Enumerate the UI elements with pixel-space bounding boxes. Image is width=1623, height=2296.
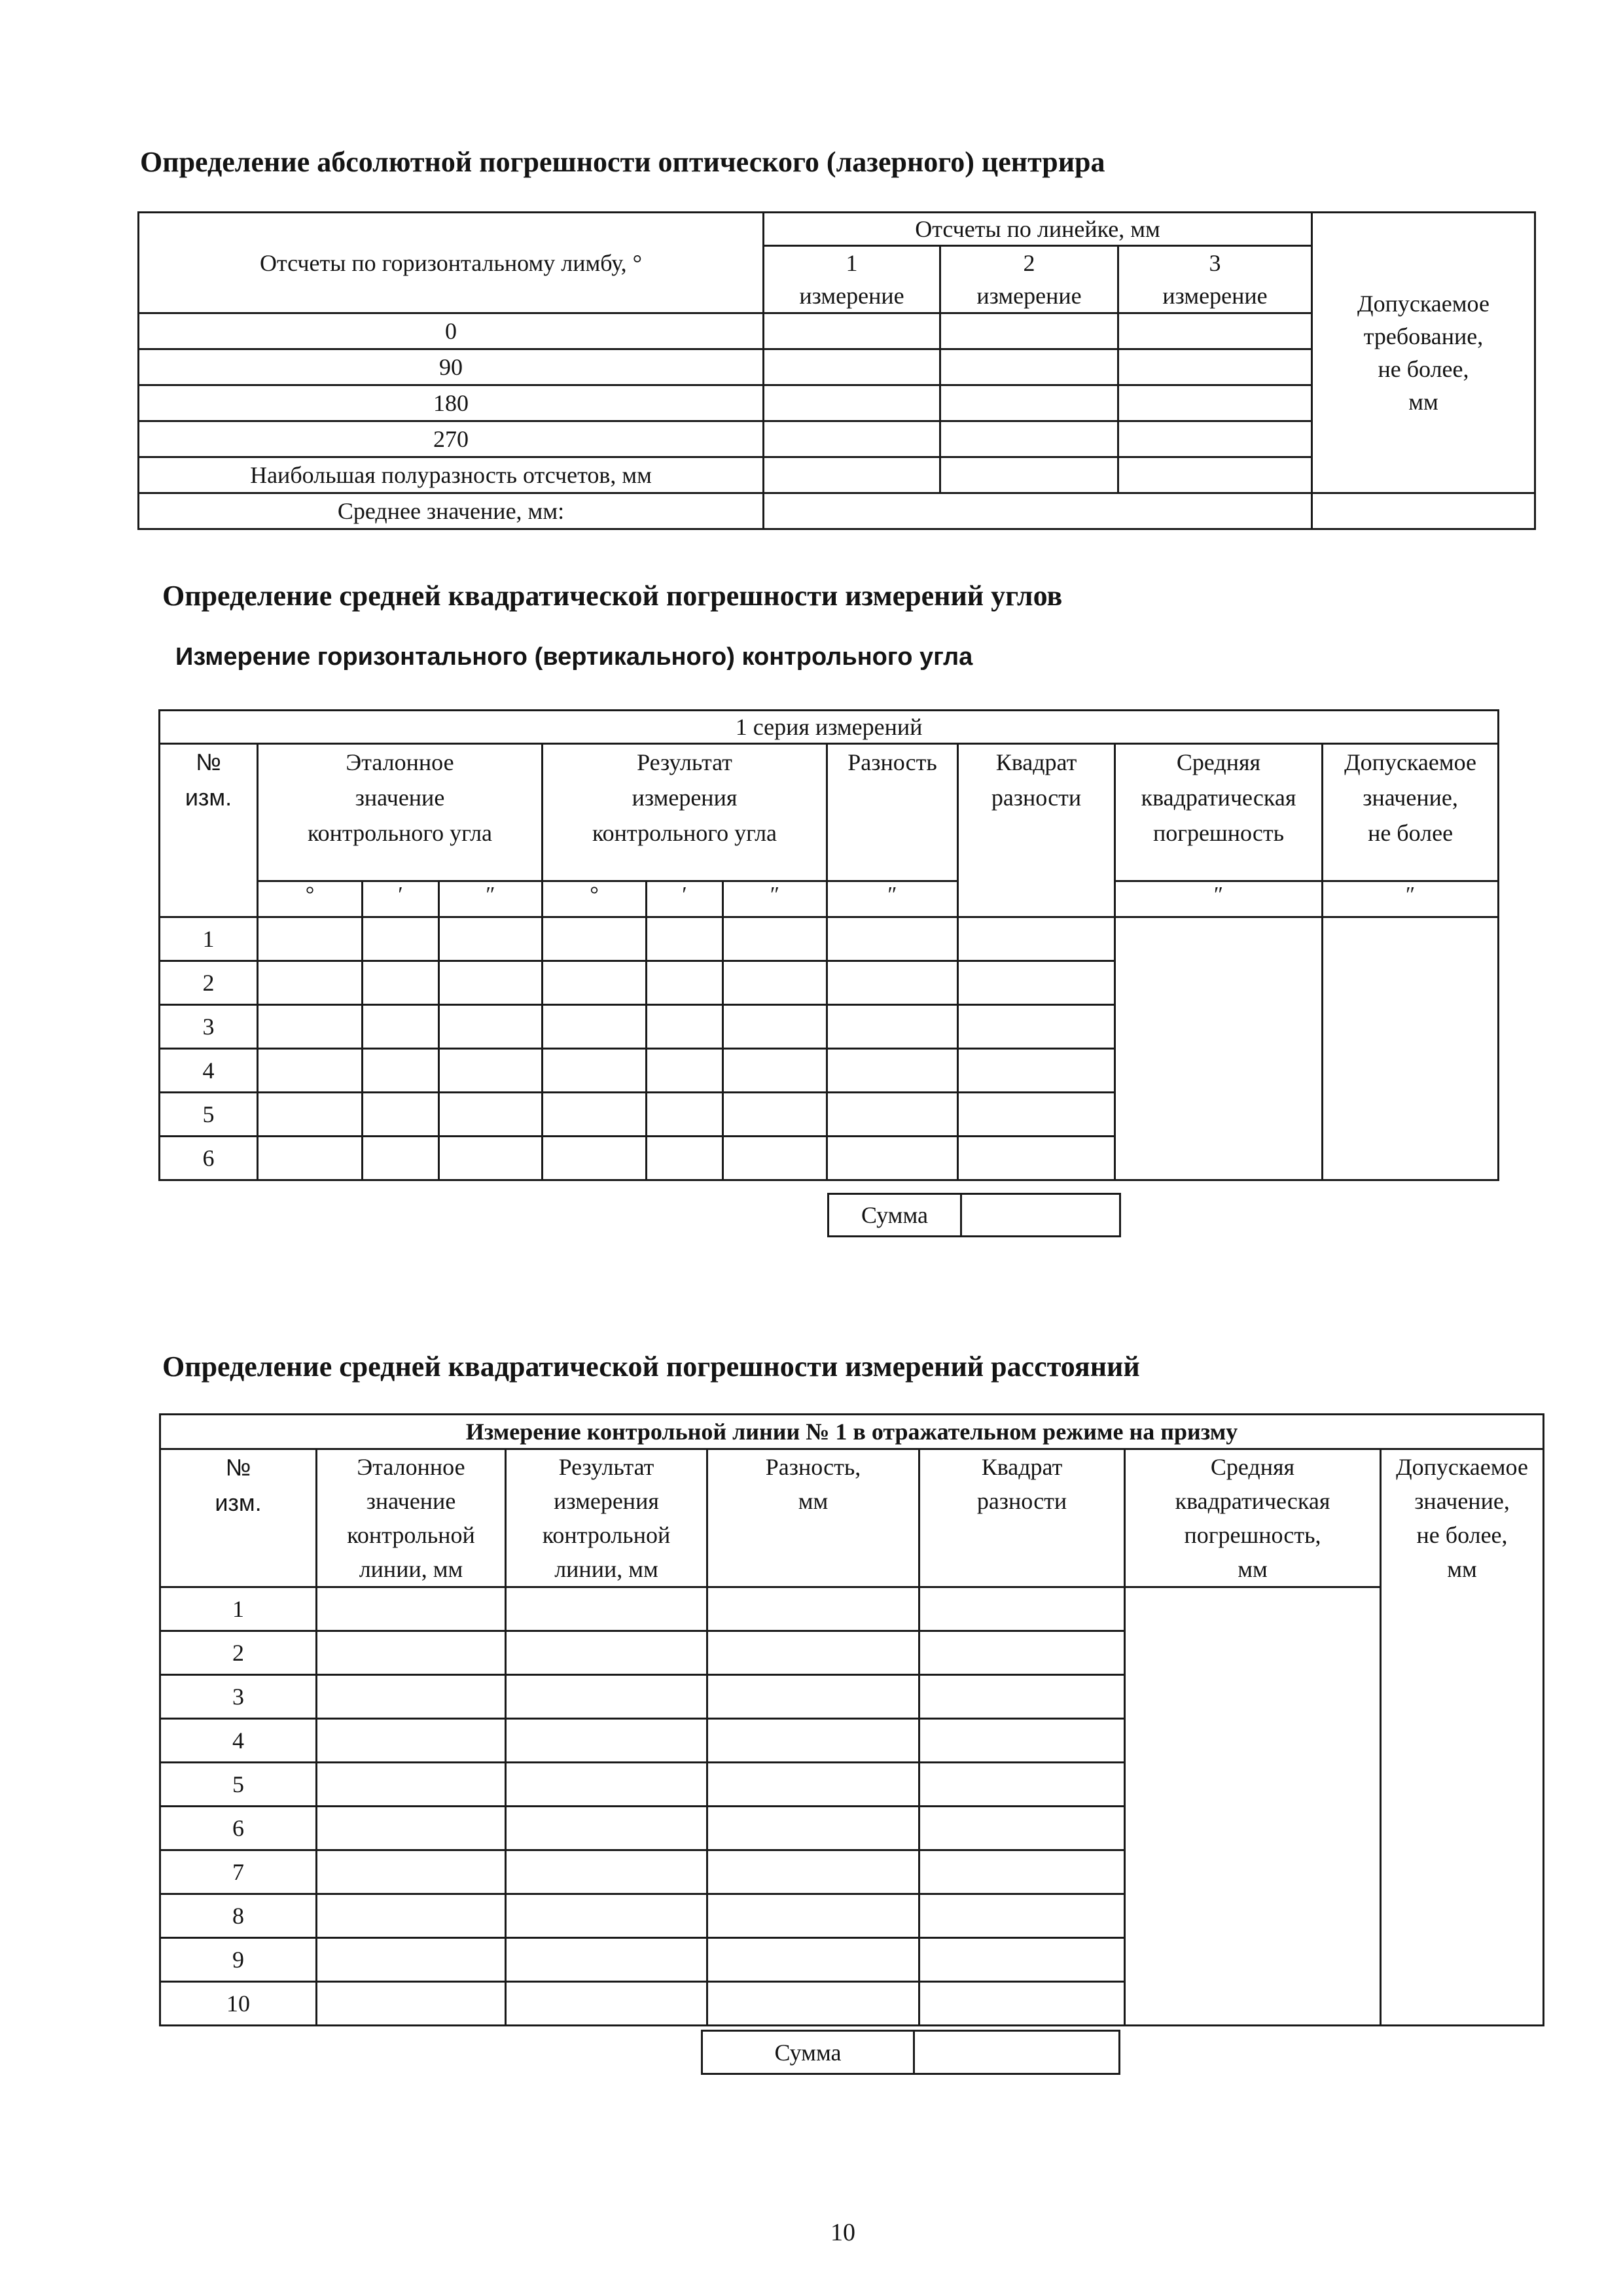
cell[interactable] — [506, 1894, 707, 1938]
cell[interactable] — [1118, 385, 1312, 421]
series-header: 1 серия измерений — [160, 711, 1499, 744]
centering-error-table — [137, 211, 1536, 530]
cell[interactable] — [919, 1982, 1125, 2026]
cell[interactable] — [506, 1719, 707, 1763]
cell[interactable] — [317, 1807, 506, 1850]
cell[interactable] — [919, 1938, 1125, 1982]
row-number: 6 — [160, 1137, 258, 1180]
header-ruler: Отсчеты по линейке, мм — [764, 213, 1312, 246]
cell[interactable] — [723, 1005, 827, 1049]
allowed-value-cell[interactable] — [1323, 917, 1499, 1180]
cell[interactable] — [543, 917, 647, 961]
rms-value-cell[interactable] — [1115, 917, 1323, 1180]
cell[interactable] — [723, 1093, 827, 1137]
cell[interactable] — [707, 1587, 919, 1631]
cell[interactable] — [647, 961, 723, 1005]
limb-row-90: 90 — [139, 349, 764, 385]
cell[interactable] — [317, 1587, 506, 1631]
col-diff-header: Разность, мм — [707, 1449, 919, 1587]
cell[interactable] — [439, 961, 543, 1005]
cell[interactable] — [707, 1850, 919, 1894]
cell[interactable] — [363, 1137, 439, 1180]
cell[interactable] — [958, 1093, 1115, 1137]
cell[interactable] — [647, 1049, 723, 1093]
cell[interactable] — [707, 1763, 919, 1807]
unit-sec: ″ — [1323, 881, 1499, 917]
cell[interactable] — [764, 349, 940, 385]
cell[interactable] — [958, 961, 1115, 1005]
section1-title: Определение абсолютной погрешности оптического (лазерного) центрира — [140, 146, 1105, 178]
cell[interactable] — [317, 1763, 506, 1807]
cell[interactable] — [439, 1137, 543, 1180]
cell[interactable] — [940, 349, 1118, 385]
cell[interactable] — [317, 1719, 506, 1763]
row-number: 9 — [160, 1938, 317, 1982]
page-number: 10 — [830, 2219, 855, 2246]
cell[interactable] — [707, 1982, 919, 2026]
cell[interactable] — [506, 1982, 707, 2026]
cell[interactable] — [439, 1005, 543, 1049]
row-number: 8 — [160, 1894, 317, 1938]
cell[interactable] — [919, 1894, 1125, 1938]
cell[interactable] — [317, 1938, 506, 1982]
col-rms-header: Средняя квадратическая погрешность — [1115, 744, 1323, 881]
cell[interactable] — [919, 1719, 1125, 1763]
cell[interactable] — [919, 1631, 1125, 1675]
sum-cell[interactable] — [961, 1194, 1120, 1237]
cell[interactable] — [707, 1719, 919, 1763]
col-diff-header: Разность — [827, 744, 958, 881]
unit-sec: ″ — [827, 881, 958, 917]
unit-deg: ° — [258, 881, 363, 917]
header-allowed: Допускаемое требование, не более, мм — [1312, 213, 1535, 493]
cell[interactable] — [723, 961, 827, 1005]
sum-label: Сумма — [829, 1194, 961, 1237]
cell[interactable] — [919, 1850, 1125, 1894]
max-half-diff-label: Наибольшая полуразность отсчетов, мм — [139, 457, 764, 493]
row-number: 6 — [160, 1807, 317, 1850]
col-allowed-header: Допускаемое значение, не более — [1323, 744, 1499, 881]
cell[interactable] — [506, 1850, 707, 1894]
cell[interactable] — [647, 1137, 723, 1180]
cell[interactable] — [363, 1093, 439, 1137]
cell[interactable] — [258, 1049, 363, 1093]
cell[interactable] — [958, 917, 1115, 961]
cell[interactable] — [543, 1049, 647, 1093]
col-num-header: № изм. — [160, 744, 258, 917]
unit-sec: ″ — [723, 881, 827, 917]
cell[interactable] — [919, 1587, 1125, 1631]
cell[interactable] — [363, 961, 439, 1005]
cell[interactable] — [363, 1049, 439, 1093]
cell[interactable] — [764, 457, 940, 493]
cell[interactable] — [958, 1005, 1115, 1049]
cell[interactable] — [317, 1631, 506, 1675]
cell[interactable] — [827, 1093, 958, 1137]
col-ref-header: Эталонное значение контрольного угла — [258, 744, 543, 881]
row-number: 1 — [160, 917, 258, 961]
row-number: 5 — [160, 1093, 258, 1137]
mean-value-label: Среднее значение, мм: — [139, 493, 764, 529]
cell[interactable] — [543, 1137, 647, 1180]
cell[interactable] — [506, 1763, 707, 1807]
cell[interactable] — [439, 1049, 543, 1093]
limb-row-180: 180 — [139, 385, 764, 421]
col-num-header: № изм. — [160, 1449, 317, 1587]
section2-subtitle: Измерение горизонтального (вертикального) контрольного угла — [175, 643, 973, 671]
cell[interactable] — [647, 1005, 723, 1049]
measure-col-2: 2 измерение — [940, 246, 1118, 313]
angle-sum-row — [827, 1193, 1121, 1237]
cell[interactable] — [506, 1807, 707, 1850]
row-number: 3 — [160, 1675, 317, 1719]
unit-sec: ″ — [439, 881, 543, 917]
cell[interactable] — [827, 961, 958, 1005]
row-number: 7 — [160, 1850, 317, 1894]
cell[interactable] — [506, 1631, 707, 1675]
angle-error-table — [158, 709, 1499, 1181]
cell[interactable] — [827, 1137, 958, 1180]
sum-label: Сумма — [702, 2031, 914, 2074]
cell[interactable] — [258, 961, 363, 1005]
cell[interactable] — [506, 1587, 707, 1631]
cell[interactable] — [707, 1894, 919, 1938]
cell[interactable] — [958, 1137, 1115, 1180]
row-number: 5 — [160, 1763, 317, 1807]
cell[interactable] — [439, 1093, 543, 1137]
cell[interactable] — [919, 1763, 1125, 1807]
cell[interactable] — [647, 1093, 723, 1137]
distance-error-table — [159, 1413, 1544, 2026]
cell[interactable] — [764, 421, 940, 457]
row-number: 3 — [160, 1005, 258, 1049]
row-number: 1 — [160, 1587, 317, 1631]
cell[interactable] — [543, 961, 647, 1005]
row-number: 10 — [160, 1982, 317, 2026]
cell[interactable] — [647, 917, 723, 961]
cell[interactable] — [723, 1137, 827, 1180]
section2-title: Определение средней квадратической погрешности измерений углов — [162, 580, 1063, 612]
unit-sec: ″ — [1115, 881, 1323, 917]
cell[interactable] — [958, 1049, 1115, 1093]
row-number: 4 — [160, 1719, 317, 1763]
row-number: 2 — [160, 961, 258, 1005]
col-result-header: Результат измерения контрольного угла — [543, 744, 827, 881]
cell[interactable] — [919, 1807, 1125, 1850]
distance-table-title: Измерение контрольной линии № 1 в отражательном режиме на призму — [160, 1415, 1544, 1449]
cell[interactable] — [317, 1675, 506, 1719]
cell[interactable] — [827, 1049, 958, 1093]
cell[interactable] — [439, 917, 543, 961]
col-result-header: Результат измерения контрольной линии, мм — [506, 1449, 707, 1587]
col-square-header: Квадрат разности — [919, 1449, 1125, 1587]
cell[interactable] — [723, 1049, 827, 1093]
cell[interactable] — [940, 313, 1118, 349]
cell[interactable] — [827, 1005, 958, 1049]
cell[interactable] — [1118, 349, 1312, 385]
row-number: 2 — [160, 1631, 317, 1675]
cell[interactable] — [506, 1938, 707, 1982]
unit-min: ′ — [647, 881, 723, 917]
col-allowed-header: Допускаемое значение, не более, мм — [1381, 1449, 1544, 2026]
limb-row-270: 270 — [139, 421, 764, 457]
mean-value-cell[interactable] — [764, 493, 1312, 529]
measure-col-1: 1 измерение — [764, 246, 940, 313]
cell[interactable] — [258, 1005, 363, 1049]
cell[interactable] — [258, 1137, 363, 1180]
cell[interactable] — [258, 917, 363, 961]
cell[interactable] — [919, 1675, 1125, 1719]
cell[interactable] — [707, 1631, 919, 1675]
cell[interactable] — [363, 917, 439, 961]
cell[interactable] — [317, 1982, 506, 2026]
unit-min: ′ — [363, 881, 439, 917]
cell[interactable] — [1118, 457, 1312, 493]
header-limb: Отсчеты по горизонтальному лимбу, ° — [139, 213, 764, 313]
distance-sum-row — [701, 2030, 1120, 2075]
measure-col-3: 3 измерение — [1118, 246, 1312, 313]
cell[interactable] — [940, 457, 1118, 493]
limb-row-0: 0 — [139, 313, 764, 349]
section3-title: Определение средней квадратической погрешности измерений расстояний — [162, 1351, 1140, 1383]
cell[interactable] — [764, 313, 940, 349]
row-number: 4 — [160, 1049, 258, 1093]
cell[interactable] — [1118, 313, 1312, 349]
cell[interactable] — [1312, 493, 1535, 529]
col-rms-header: Средняя квадратическая погрешность, мм — [1125, 1449, 1381, 1587]
cell[interactable] — [940, 421, 1118, 457]
cell[interactable] — [258, 1093, 363, 1137]
cell[interactable] — [707, 1807, 919, 1850]
unit-deg: ° — [543, 881, 647, 917]
cell[interactable] — [363, 1005, 439, 1049]
sum-cell[interactable] — [914, 2031, 1120, 2074]
cell[interactable] — [827, 917, 958, 961]
col-square-header: Квадрат разности — [958, 744, 1115, 917]
rms-value-cell[interactable] — [1125, 1587, 1381, 2026]
cell[interactable] — [317, 1894, 506, 1938]
cell[interactable] — [317, 1850, 506, 1894]
cell[interactable] — [707, 1938, 919, 1982]
cell[interactable] — [940, 385, 1118, 421]
col-ref-header: Эталонное значение контрольной линии, мм — [317, 1449, 506, 1587]
cell[interactable] — [764, 385, 940, 421]
cell[interactable] — [543, 1005, 647, 1049]
cell[interactable] — [707, 1675, 919, 1719]
cell[interactable] — [506, 1675, 707, 1719]
cell[interactable] — [543, 1093, 647, 1137]
cell[interactable] — [723, 917, 827, 961]
cell[interactable] — [1118, 421, 1312, 457]
